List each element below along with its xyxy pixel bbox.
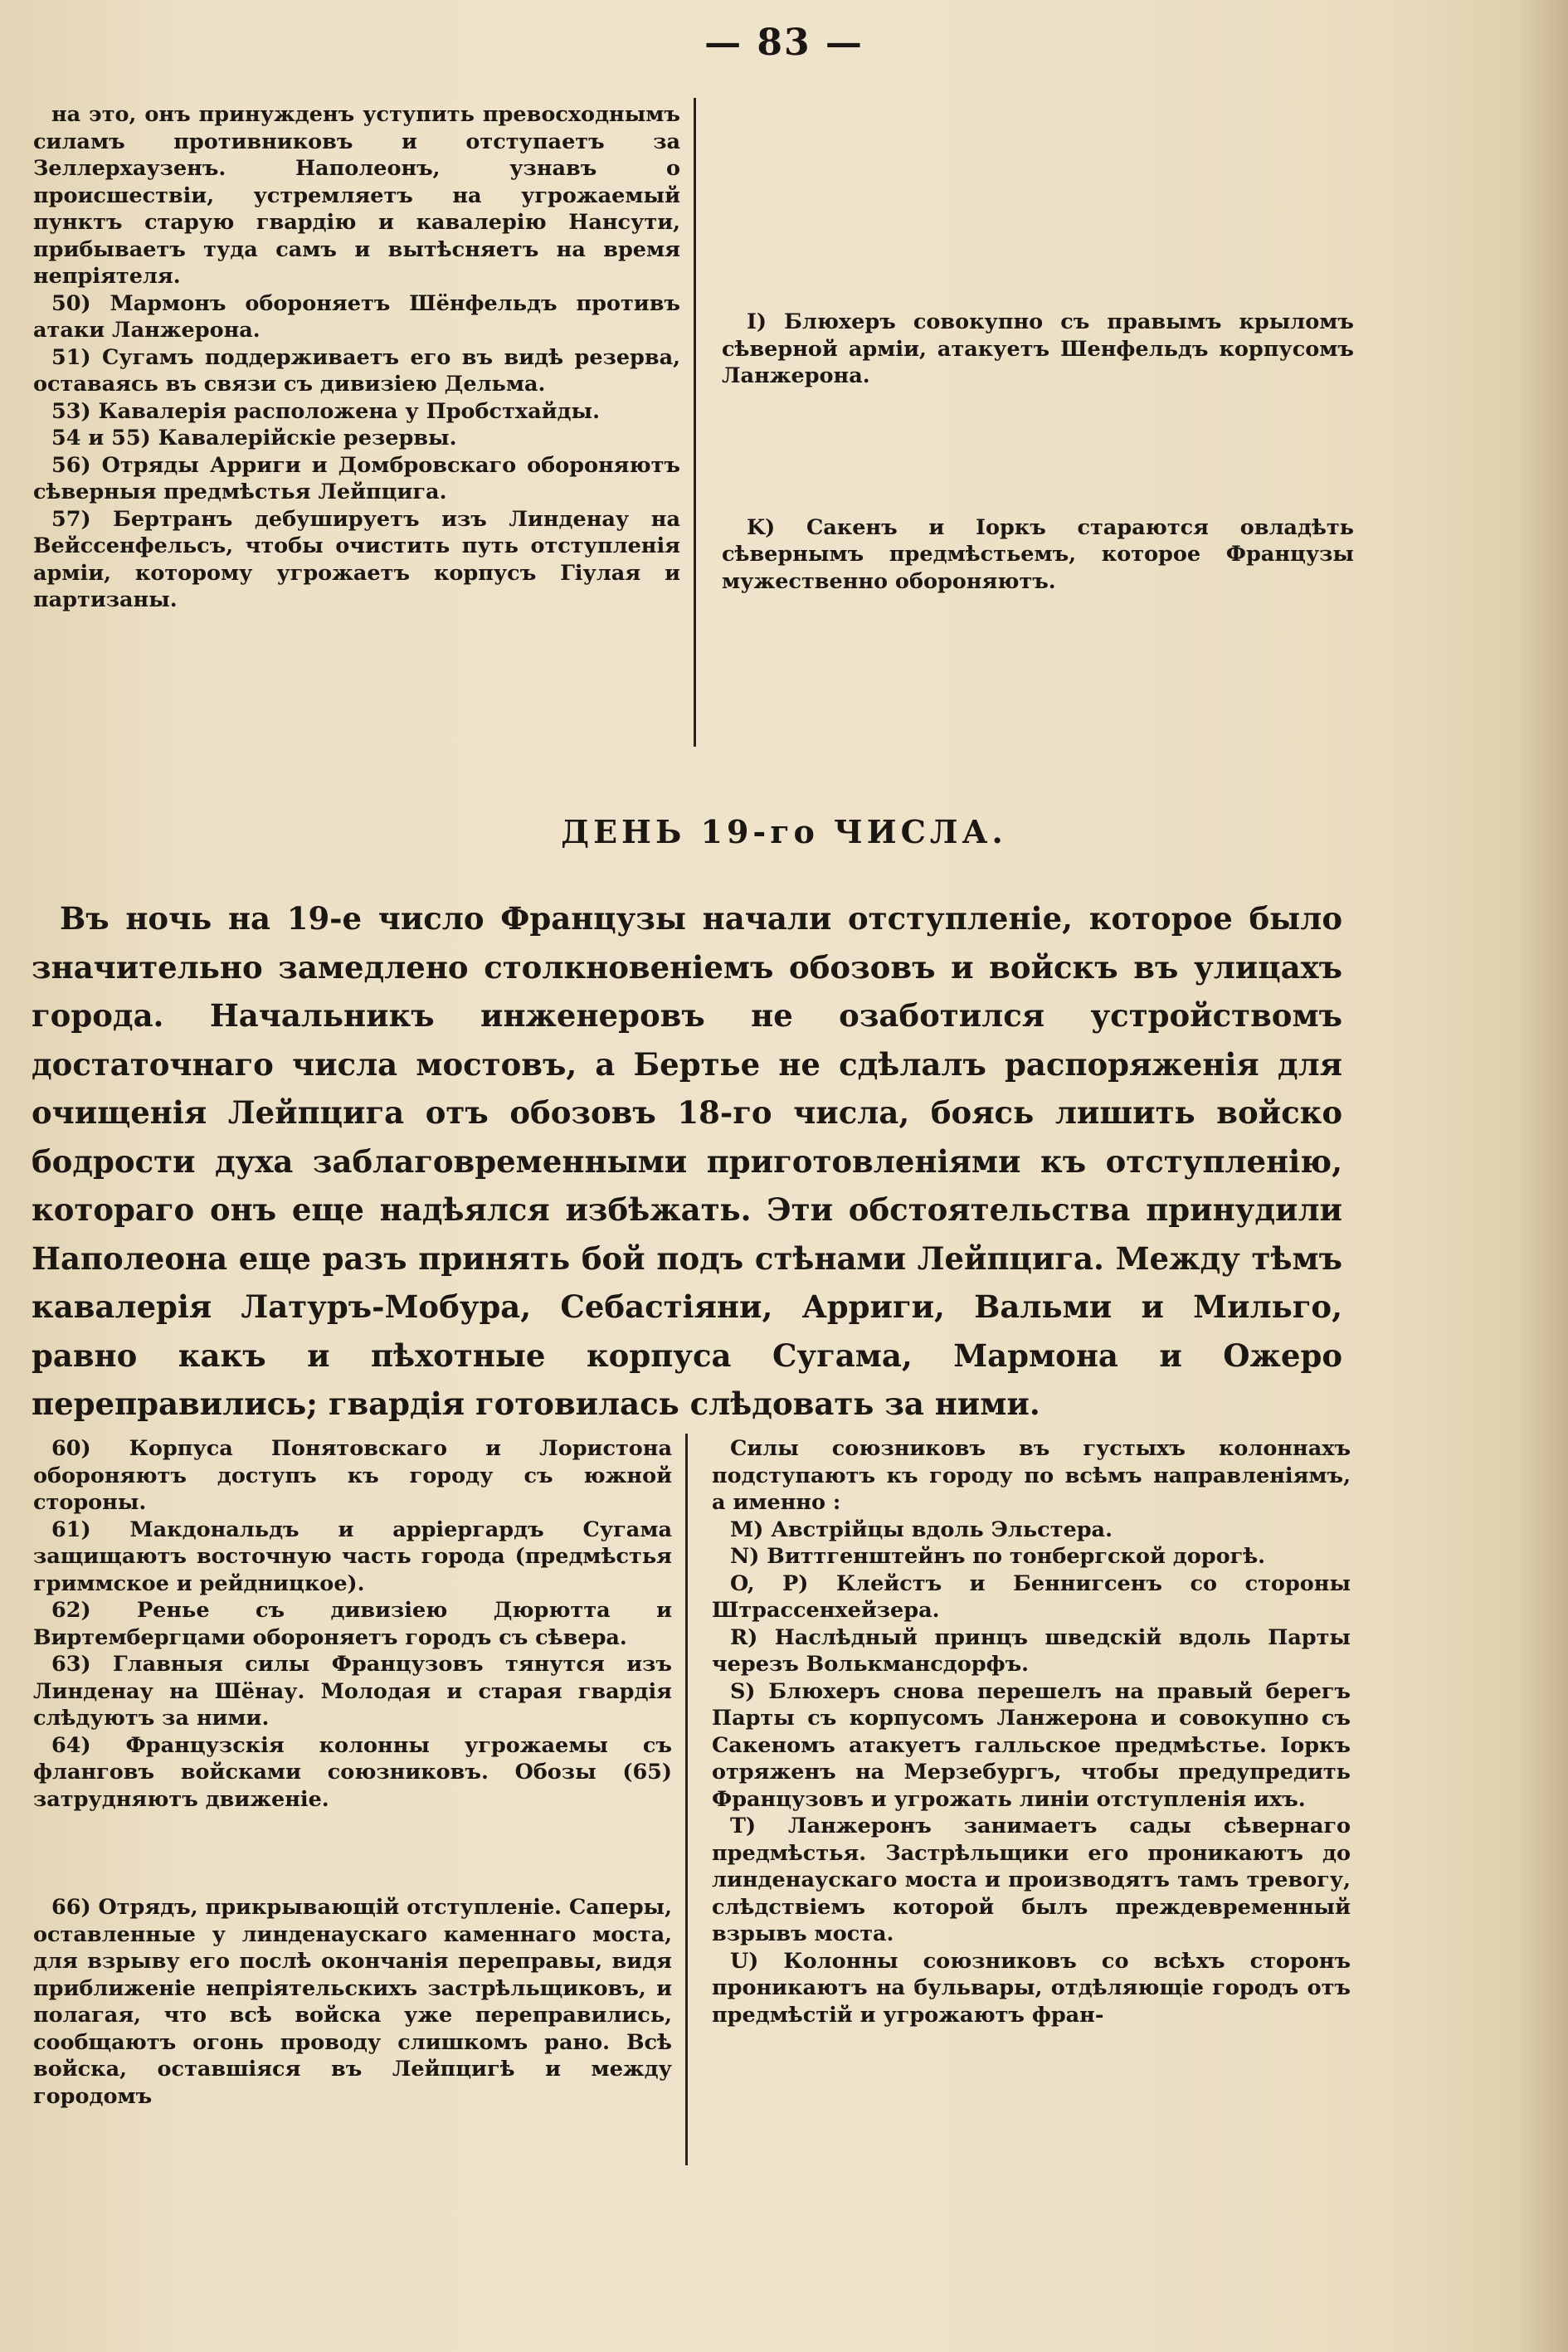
note-item: 57) Бертранъ дебушируетъ изъ Линденау на Вейссенфельсъ, чтобы очистить путь отступленія арміи, которому угрожаетъ корпусъ Гіулая и партизаны. <box>33 506 680 612</box>
note-item: U) Колонны союзниковъ со всѣхъ сторонъ проникаютъ на бульвары, отдѣляющіе городъ отъ предмѣстій и угрожаютъ фран- <box>712 1948 1351 2028</box>
note-item: 64) Французскія колонны угрожаемы съ фланговъ войсками союзниковъ. Обозы (65) затрудняютъ движеніе. <box>33 1732 672 1812</box>
note-item: Силы союзниковъ въ густыхъ колоннахъ подступаютъ къ городу по всѣмъ направленіямъ, а именно : <box>712 1436 1351 1515</box>
page-edge-shade <box>1518 0 1568 2352</box>
note-item: 62) Ренье съ дивизіею Дюрютта и Виртембергцами обороняетъ городъ съ сѣвера. <box>33 1598 672 1650</box>
note-item: R) Наслѣдный принцъ шведскій вдоль Парты черезъ Волькмансдорфъ. <box>712 1624 1351 1677</box>
note-item: 60) Корпуса Понятовскаго и Лористона обороняютъ доступъ къ городу съ южной стороны. <box>33 1436 672 1515</box>
section-heading: ДЕНЬ 19-го ЧИСЛА. <box>561 813 1007 850</box>
note-item: 53) Кавалерія расположена у Пробстхайды. <box>51 398 600 424</box>
column-divider-bottom <box>685 1434 688 2165</box>
note-item: 61) Макдональдъ и арріергардъ Сугама защищаютъ восточную часть города (предмѣстья гриммское и рейдницкое). <box>33 1517 672 1596</box>
note-item: 51) Сугамъ поддерживаетъ его въ видѣ резерва, оставаясь въ связи съ дивизіею Дельма. <box>33 344 680 397</box>
note-item: K) Сакенъ и Іоркъ стараются овладѣть сѣвернымъ предмѣстьемъ, которое Французы мужественно обороняютъ. <box>722 514 1354 594</box>
top-left-notes <box>33 101 680 614</box>
note-item: T) Ланжеронъ занимаетъ сады сѣвернаго предмѣстья. Застрѣльщики его проникаютъ до линденаускаго моста и производятъ тамъ тревогу, слѣдствіемъ которой былъ преждевременный взрывъ моста. <box>712 1814 1351 1946</box>
note-item: 66) Отрядъ, прикрывающій отступленіе. Саперы, оставленные у линденаускаго каменнаго моста, для взрыву его послѣ окончанія переправы, видя приближеніе непріятельскихъ застрѣльщиковъ, и полагая, что всѣ войска уже переправились, сообщаютъ огонь проводу слишкомъ рано. Всѣ войска, оставшіяся въ Лейпцигѣ и между городомъ <box>33 1895 672 2109</box>
bottom-right-notes <box>712 1435 1351 2028</box>
page-number: — 83 — <box>704 22 864 64</box>
note-item: 63) Главныя силы Французовъ тянутся изъ Линденау на Шёнау. Молодая и старая гвардія слѣдуютъ за ними. <box>33 1652 672 1731</box>
bottom-left-notes <box>33 1435 672 2110</box>
column-divider-top <box>694 98 696 747</box>
main-paragraph: Въ ночь на 19-е число Французы начали отступленіе, которое было значительно замедлено столкновеніемъ обозовъ и войскъ въ улицахъ города. Начальникъ инженеровъ не озаботился устройствомъ достаточнаго числа мостовъ, а Бертье не сдѣлалъ распоряженія для очищенія Лейпцига отъ обозовъ 18-го числа, боясь лишить войско бодрости духа заблаговременными приготовленіями къ отступленію, котораго онъ еще надѣялся избѣжать. Эти обстоятельства принудили Наполеона еще разъ принять бой подъ стѣнами Лейпцига. Между тѣмъ кавалерія Латуръ-Мобура, Себастіяни, Арриги, Вальми и Мильго, равно какъ и пѣхотные корпуса Сугама, Мармона и Ожеро переправились; гвардія готовилась слѣдовать за ними. <box>32 900 1342 1422</box>
note-item: на это, онъ принужденъ уступить превосходнымъ силамъ противниковъ и отступаетъ за Зеллерхаузенъ. Наполеонъ, узнавъ о происшествіи, устремляетъ на угрожаемый пунктъ старую гвардію и кавалерію Нансути, прибываетъ туда самъ и вытѣсняетъ на время непріятеля. <box>33 102 680 289</box>
note-item: I) Блюхеръ совокупно съ правымъ крыломъ сѣверной арміи, атакуетъ Шенфельдъ корпусомъ Ланжерона. <box>722 309 1354 388</box>
note-item: 50) Мармонъ обороняетъ Шёнфельдъ противъ атаки Ланжерона. <box>33 290 680 343</box>
note-item: S) Блюхеръ снова перешелъ на правый берегъ Парты съ корпусомъ Ланжерона и совокупно съ Сакеномъ атакуетъ галльское предмѣстье. Іоркъ отряженъ на Мерзебургъ, чтобы предупредить Французовъ и угрожать линіи отступленія ихъ. <box>712 1678 1351 1812</box>
note-item: 56) Отряды Арриги и Домбровскаго обороняютъ сѣверныя предмѣстья Лейпцига. <box>33 452 680 504</box>
top-right-notes <box>722 309 1354 621</box>
note-item: O, P) Клейстъ и Беннигсенъ со стороны Штрассенхейзера. <box>712 1570 1351 1623</box>
note-item: 54 и 55) Кавалерійскіе резервы. <box>51 426 457 450</box>
note-item: M) Австрійцы вдоль Эльстера. <box>730 1517 1113 1542</box>
main-text <box>32 894 1342 1429</box>
note-item: N) Виттгенштейнъ по тонбергской дорогѣ. <box>730 1544 1266 1569</box>
